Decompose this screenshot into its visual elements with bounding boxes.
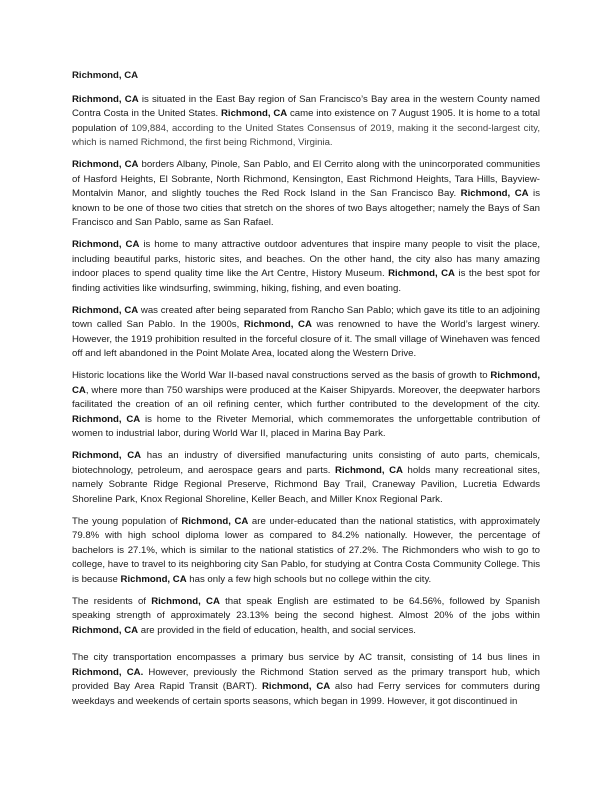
bold-city-name: Richmond, CA xyxy=(460,188,529,199)
text-run: are provided in the field of education, health, and social services. xyxy=(138,624,416,636)
paragraph xyxy=(72,93,540,151)
bold-city-name: Richmond, CA xyxy=(243,319,312,330)
paragraph xyxy=(72,595,540,639)
bold-city-name: Richmond, CA xyxy=(72,159,139,170)
bold-city-name: Richmond, CA. xyxy=(72,666,144,678)
paragraph xyxy=(72,651,540,709)
paragraph xyxy=(72,515,540,588)
text-run: The young population of xyxy=(72,515,182,527)
document-title: Richmond, CA xyxy=(72,70,139,81)
text-run: was created after being separated from Rancho San Pablo; which gave its title to an adjoining town called San Pablo. In the 1900s, xyxy=(72,304,540,330)
document-page xyxy=(72,69,540,717)
text-run: The residents of xyxy=(72,595,152,607)
bold-city-name: Richmond, CA xyxy=(120,573,187,585)
text-run: is the best spot for finding activities like windsurfing, swimming, hiking, fishing, and even boating. xyxy=(72,268,541,294)
text-run: are under-educated than the national statistics, with approximately 79.8% with high school diploma lower as compared to 84.2% nationally. However, the percentage of bachelors is 27.1%, which is similar to the national statistics of 27.2%. The Richmonders who wish to go to college, have to travel to its neighboring city San Pablo, for studying at Contra Costa Community College. This is because xyxy=(72,515,540,585)
bold-city-name: Richmond, CA xyxy=(261,681,331,692)
bold-city-name: Richmond, CA xyxy=(388,268,455,279)
document-body xyxy=(72,93,540,710)
text-run: also had Ferry services for commuters during weekdays and weekends of certain sports seasons, which began in 1999. However, it got discontinued in xyxy=(72,681,540,707)
bold-city-name: Richmond, CA xyxy=(72,93,139,105)
bold-city-name: Richmond, CA xyxy=(181,515,249,527)
bold-city-name: Richmond, CA xyxy=(72,450,142,461)
text-run: was renowned to have the World’s largest winery. However, the 1919 prohibition resulted in the forceful closure of it. The small village of Winehaven was fenced off and left abandoned in the Point Molate Area, located along the Western Drive. xyxy=(72,319,541,359)
text-run: is situated in the East Bay region of San Francisco’s Bay area in the western County named Contra Costa in the United States. xyxy=(72,93,540,119)
text-run: The city transportation encompasses a primary bus service by AC transit, consisting of 14 bus lines in xyxy=(72,652,540,663)
bold-city-name: Richmond, CA xyxy=(221,108,288,119)
text-run: , where more than 750 warships were produced at the Kaiser Shipyards. Moreover, the deepwater harbors facilitated the creation of an oil refining center, which further contributed to the development of the city. xyxy=(72,384,540,410)
text-run: came into existence on 7 August 1905. It is home to a total population of xyxy=(72,108,541,134)
text-run: Historic locations like the World War II-based naval constructions served as the basis of growth to xyxy=(72,370,491,381)
text-run: is home to the Riveter Memorial, which commemorates the unforgettable contribution of women to industrial labor, during World War II, placed in Marina Bay Park. xyxy=(72,413,540,439)
text-run: is known to be one of those two cities that stretch on the shores of two Bays altogether; namely the Bays of San Francisco and San Pablo, same as San Rafael. xyxy=(72,188,540,228)
paragraph xyxy=(72,449,540,507)
bold-city-name: Richmond, CA xyxy=(72,239,140,250)
bold-city-name: Richmond, CA xyxy=(72,370,540,396)
text-run: borders Albany, Pinole, San Pablo, and El Cerrito along with the unincorporated communities of Hasford Heights, El Sobrante, North Richmond, Kensington, East Richmond Heights, Tara Hills, Bayview-Montalvin Manor, and slightly touches the Red Rock Island in the San Francisco Bay. xyxy=(72,159,540,199)
bold-city-name: Richmond, CA xyxy=(72,413,141,425)
text-run: holds many recreational sites, namely Sobrante Ridge Regional Preserve, Richmond Bay Trail, Craneway Pavilion, Lucretia Edwards Shoreline Park, Knox Regional Shoreline, Keller Beach, and Miller Knox Regional Park. xyxy=(72,464,541,505)
text-run: However, previously the Richmond Station served as the primary transport hub, which provided Bay Area Rapid Transit (BART). xyxy=(72,666,540,692)
paragraph xyxy=(72,369,540,442)
paragraph xyxy=(72,238,540,296)
paragraph xyxy=(72,304,540,362)
text-run: that speak English are estimated to be 64.56%, followed by Spanish speaking strength of approximately 23.13% being the second highest. Almost 20% of the jobs within xyxy=(72,595,540,621)
bold-city-name: Richmond, CA xyxy=(72,624,139,636)
text-run: is home to many attractive outdoor adventures that inspire many people to visit the place, including beautiful parks, historic sites, and beaches. On the other hand, the city also has many amazing indoor places to spend quality time like the Art Centre, History Museum. xyxy=(72,239,541,279)
text-run: has an industry of diversified manufacturing units consisting of auto parts, chemicals, biotechnology, petroleum, and aerospace gears and parts. xyxy=(72,450,540,476)
bold-city-name: Richmond, CA xyxy=(151,595,220,607)
paragraph xyxy=(72,158,540,231)
text-run: 109,884, according to the United States Consensus of 2019, making it the second-largest city, which is named Richmond, the first being Richmond, Virginia. xyxy=(72,122,540,148)
bold-city-name: Richmond, CA xyxy=(335,464,403,476)
text-run: has only a few high schools but no college within the city. xyxy=(186,573,432,585)
bold-city-name: Richmond, CA xyxy=(72,304,139,316)
